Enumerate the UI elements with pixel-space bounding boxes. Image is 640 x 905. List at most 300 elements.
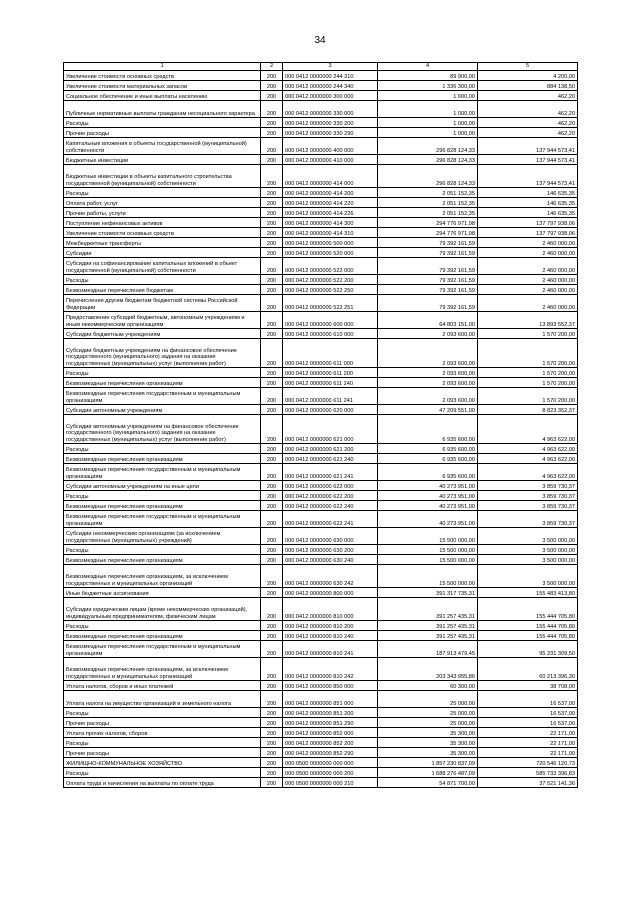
- row-admin-cell: 200: [261, 118, 283, 128]
- row-name-cell: Расходы: [64, 368, 261, 378]
- row-code-cell: 000 0500 0000000 000 200: [283, 768, 378, 778]
- row-admin-cell: 200: [261, 155, 283, 165]
- budget-table: [63, 62, 578, 788]
- row-admin-cell: 200: [261, 768, 283, 778]
- table-row: [64, 718, 578, 728]
- row-name-cell: Бюджетные инвестиции в объекты капитального строительства государственной (муниципальной) собственности: [64, 165, 261, 188]
- row-name-cell: Безвозмездные перечисления организациям, за исключением государственных и муниципальных организаций: [64, 565, 261, 588]
- table-row: [64, 91, 578, 101]
- row-admin-cell: 200: [261, 778, 283, 788]
- table-row: [64, 658, 578, 681]
- row-name-cell: Субсидии юридическим лицам (кроме некоммерческих организаций), индивидуальным предпринимателям, физическим лицам: [64, 598, 261, 621]
- row-approved-cell: 2 093 600,00: [378, 368, 478, 378]
- row-executed-cell: 38 708,00: [478, 681, 578, 691]
- row-admin-cell: 200: [261, 621, 283, 631]
- row-code-cell: 000 0412 0000000 852 290: [283, 748, 378, 758]
- row-executed-cell: 22 171,00: [478, 728, 578, 738]
- row-executed-cell: 137 944 573,41: [478, 155, 578, 165]
- row-approved-cell: 1 000,00: [378, 128, 478, 138]
- row-admin-cell: 200: [261, 128, 283, 138]
- row-approved-cell: 79 392 161,59: [378, 295, 478, 312]
- row-approved-cell: 89 900,00: [378, 71, 478, 81]
- row-admin-cell: 200: [261, 658, 283, 681]
- row-admin-cell: 200: [261, 565, 283, 588]
- row-approved-cell: 40 273 951,00: [378, 491, 478, 501]
- row-name-cell: Прочие расходы: [64, 128, 261, 138]
- table-row: [64, 155, 578, 165]
- row-approved-cell: 79 392 161,59: [378, 238, 478, 248]
- row-executed-cell: 1 570 200,00: [478, 378, 578, 388]
- row-executed-cell: 3 859 730,37: [478, 501, 578, 511]
- row-code-cell: 000 0412 0000000 522 200: [283, 275, 378, 285]
- row-executed-cell: 155 444 705,80: [478, 631, 578, 641]
- row-admin-cell: 200: [261, 101, 283, 118]
- row-admin-cell: 200: [261, 598, 283, 621]
- row-code-cell: 000 0412 0000000 630 242: [283, 565, 378, 588]
- row-name-cell: Субсидии автономным учреждениям: [64, 405, 261, 415]
- row-executed-cell: 146 635,35: [478, 198, 578, 208]
- table-row: [64, 641, 578, 658]
- row-executed-cell: 462,20: [478, 128, 578, 138]
- row-approved-cell: 1 000,00: [378, 118, 478, 128]
- row-name-cell: Расходы: [64, 708, 261, 718]
- table-row: [64, 198, 578, 208]
- row-approved-cell: 391 257 435,31: [378, 598, 478, 621]
- table-row: [64, 248, 578, 258]
- row-executed-cell: 146 635,35: [478, 208, 578, 218]
- row-code-cell: 000 0412 0000000 630 200: [283, 545, 378, 555]
- row-admin-cell: 200: [261, 491, 283, 501]
- row-name-cell: Субсидии некоммерческим организациям (за исключением государственных (муниципальных) учреждений): [64, 528, 261, 545]
- row-code-cell: 000 0412 0000000 414 300: [283, 218, 378, 228]
- row-code-cell: 000 0412 0000000 414 200: [283, 188, 378, 198]
- row-name-cell: Перечисления другим бюджетам бюджетной системы Российской Федерации: [64, 295, 261, 312]
- header-cell: 2: [261, 63, 283, 71]
- row-approved-cell: 79 392 161,59: [378, 248, 478, 258]
- row-executed-cell: 720 546 120,73: [478, 758, 578, 768]
- row-approved-cell: 296 828 124,33: [378, 155, 478, 165]
- row-code-cell: 000 0412 0000000 622 000: [283, 481, 378, 491]
- table-row: [64, 565, 578, 588]
- row-admin-cell: 200: [261, 378, 283, 388]
- row-admin-cell: 200: [261, 588, 283, 598]
- row-name-cell: Расходы: [64, 275, 261, 285]
- row-code-cell: 000 0412 0000000 630 240: [283, 555, 378, 565]
- row-approved-cell: 187 913 479,45: [378, 641, 478, 658]
- row-name-cell: Субсидии бюджетным учреждениям: [64, 329, 261, 339]
- row-executed-cell: 2 460 000,00: [478, 275, 578, 285]
- row-code-cell: 000 0412 0000000 851 000: [283, 691, 378, 708]
- row-approved-cell: 35 300,00: [378, 728, 478, 738]
- row-approved-cell: 15 500 000,00: [378, 565, 478, 588]
- row-admin-cell: 200: [261, 444, 283, 454]
- row-admin-cell: 200: [261, 228, 283, 238]
- row-code-cell: 000 0412 0000000 810 000: [283, 598, 378, 621]
- row-code-cell: 000 0412 0000000 611 000: [283, 339, 378, 368]
- row-admin-cell: 200: [261, 248, 283, 258]
- row-admin-cell: 200: [261, 545, 283, 555]
- row-approved-cell: 79 392 161,59: [378, 275, 478, 285]
- row-approved-cell: 25 000,00: [378, 718, 478, 728]
- row-name-cell: Расходы: [64, 444, 261, 454]
- table-row: [64, 758, 578, 768]
- row-approved-cell: 1 000,00: [378, 91, 478, 101]
- row-executed-cell: 3 500 000,00: [478, 565, 578, 588]
- row-name-cell: Расходы: [64, 545, 261, 555]
- row-name-cell: Безвозмездные перечисления организациям: [64, 454, 261, 464]
- row-approved-cell: 2 093 600,00: [378, 388, 478, 405]
- row-code-cell: 000 0412 0000000 300 000: [283, 91, 378, 101]
- row-name-cell: Капитальные вложения в объекты государственной (муниципальной) собственности: [64, 138, 261, 155]
- row-code-cell: 000 0412 0000000 330 290: [283, 128, 378, 138]
- row-approved-cell: 1 857 230 837,09: [378, 758, 478, 768]
- row-approved-cell: 2 093 600,00: [378, 339, 478, 368]
- row-name-cell: Увеличение стоимости основных средств: [64, 228, 261, 238]
- row-admin-cell: 200: [261, 454, 283, 464]
- row-admin-cell: 200: [261, 641, 283, 658]
- row-name-cell: Безвозмездные перечисления государственным и муниципальным организациям: [64, 511, 261, 528]
- row-approved-cell: 391 257 435,31: [378, 631, 478, 641]
- row-executed-cell: 4 963 622,00: [478, 454, 578, 464]
- row-approved-cell: 79 392 161,59: [378, 258, 478, 275]
- row-name-cell: Расходы: [64, 768, 261, 778]
- table-row: [64, 208, 578, 218]
- row-executed-cell: 146 635,35: [478, 188, 578, 198]
- row-name-cell: Прочие работы, услуги: [64, 208, 261, 218]
- table-row: [64, 778, 578, 788]
- row-executed-cell: 37 521 141,36: [478, 778, 578, 788]
- row-name-cell: Расходы: [64, 491, 261, 501]
- row-name-cell: Уплата прочих налогов, сборов: [64, 728, 261, 738]
- row-approved-cell: 79 392 161,59: [378, 285, 478, 295]
- row-name-cell: Безвозмездные перечисления организациям: [64, 378, 261, 388]
- header-cell: 3: [283, 63, 378, 71]
- row-approved-cell: 294 776 971,98: [378, 218, 478, 228]
- table-row: [64, 528, 578, 545]
- table-row: [64, 295, 578, 312]
- row-code-cell: 000 0412 0000000 851 200: [283, 708, 378, 718]
- row-code-cell: 000 0412 0000000 851 290: [283, 718, 378, 728]
- table-row: [64, 631, 578, 641]
- row-name-cell: Субсидии: [64, 248, 261, 258]
- table-row: [64, 258, 578, 275]
- row-admin-cell: 200: [261, 738, 283, 748]
- row-executed-cell: 462,20: [478, 91, 578, 101]
- row-approved-cell: 54 871 700,00: [378, 778, 478, 788]
- row-name-cell: Прочие расходы: [64, 748, 261, 758]
- row-admin-cell: 200: [261, 758, 283, 768]
- row-admin-cell: 200: [261, 165, 283, 188]
- row-code-cell: 000 0412 0000000 810 200: [283, 621, 378, 631]
- row-executed-cell: 3 500 000,00: [478, 555, 578, 565]
- table-row: [64, 329, 578, 339]
- row-code-cell: 000 0412 0000000 330 200: [283, 118, 378, 128]
- row-name-cell: Публичные нормативные выплаты гражданам несоциального характера: [64, 101, 261, 118]
- row-name-cell: Расходы: [64, 118, 261, 128]
- row-code-cell: 000 0412 0000000 621 241: [283, 464, 378, 481]
- row-executed-cell: 60 213 396,30: [478, 658, 578, 681]
- table-row: [64, 598, 578, 621]
- table-row: [64, 501, 578, 511]
- row-executed-cell: 2 460 000,00: [478, 285, 578, 295]
- row-executed-cell: 155 444 705,80: [478, 598, 578, 621]
- row-executed-cell: 155 483 413,80: [478, 588, 578, 598]
- table-row: [64, 491, 578, 501]
- table-row: [64, 464, 578, 481]
- table-row: [64, 138, 578, 155]
- row-admin-cell: 200: [261, 312, 283, 329]
- table-row: [64, 454, 578, 464]
- row-name-cell: Субсидии автономным учреждениям на иные цели: [64, 481, 261, 491]
- row-admin-cell: 200: [261, 91, 283, 101]
- row-executed-cell: 3 859 730,37: [478, 491, 578, 501]
- row-executed-cell: 3 859 730,37: [478, 481, 578, 491]
- row-executed-cell: 16 537,00: [478, 691, 578, 708]
- row-code-cell: 000 0412 0000000 244 340: [283, 81, 378, 91]
- row-code-cell: 000 0412 0000000 522 250: [283, 285, 378, 295]
- row-code-cell: 000 0412 0000000 620 000: [283, 405, 378, 415]
- row-approved-cell: 35 300,00: [378, 748, 478, 758]
- row-code-cell: 000 0412 0000000 522 000: [283, 258, 378, 275]
- row-name-cell: Прочие расходы: [64, 718, 261, 728]
- row-approved-cell: 35 300,00: [378, 738, 478, 748]
- row-name-cell: Оплата труда и начисления на выплаты по оплате труда: [64, 778, 261, 788]
- table-row: [64, 691, 578, 708]
- row-executed-cell: 4 963 622,00: [478, 444, 578, 454]
- row-name-cell: Субсидии бюджетным учреждениям на финансовое обеспечение государственного (муниципального) задания на оказание государственных (муниципальных) услуг (выполнение работ): [64, 339, 261, 368]
- row-approved-cell: 25 000,00: [378, 708, 478, 718]
- row-code-cell: 000 0412 0000000 630 000: [283, 528, 378, 545]
- row-executed-cell: 3 500 000,00: [478, 545, 578, 555]
- row-name-cell: Безвозмездные перечисления организациям: [64, 631, 261, 641]
- row-name-cell: Безвозмездные перечисления организациям, за исключением государственных и муниципальных организаций: [64, 658, 261, 681]
- row-name-cell: Безвозмездные перечисления организациям: [64, 555, 261, 565]
- row-admin-cell: 200: [261, 691, 283, 708]
- row-code-cell: 000 0412 0000000 852 200: [283, 738, 378, 748]
- row-approved-cell: 60 300,00: [378, 681, 478, 691]
- row-approved-cell: 6 935 600,00: [378, 454, 478, 464]
- row-admin-cell: 200: [261, 218, 283, 228]
- table-row: [64, 228, 578, 238]
- row-approved-cell: 6 935 600,00: [378, 415, 478, 444]
- row-approved-cell: 15 500 000,00: [378, 528, 478, 545]
- table-row: [64, 681, 578, 691]
- row-executed-cell: 884 138,50: [478, 81, 578, 91]
- row-name-cell: Предоставление субсидий бюджетным, автономным учреждениям и иным некоммерческим организациям: [64, 312, 261, 329]
- table-row: [64, 378, 578, 388]
- row-name-cell: Увеличение стоимости материальных запасов: [64, 81, 261, 91]
- row-executed-cell: 137 944 573,41: [478, 138, 578, 155]
- row-name-cell: Расходы: [64, 738, 261, 748]
- table-row: [64, 748, 578, 758]
- row-approved-cell: 1 688 276 487,09: [378, 768, 478, 778]
- row-name-cell: Поступление нефинансовых активов: [64, 218, 261, 228]
- row-name-cell: Увеличение стоимости основных средств: [64, 71, 261, 81]
- row-code-cell: 000 0412 0000000 410 000: [283, 155, 378, 165]
- row-name-cell: Безвозмездные перечисления государственным и муниципальным организациям: [64, 641, 261, 658]
- row-name-cell: Безвозмездные перечисления государственным и муниципальным организациям: [64, 388, 261, 405]
- row-executed-cell: 4 963 622,00: [478, 464, 578, 481]
- header-cell: 1: [64, 63, 261, 71]
- row-executed-cell: 462,20: [478, 118, 578, 128]
- row-code-cell: 000 0500 0000000 000 000: [283, 758, 378, 768]
- row-approved-cell: 391 257 435,31: [378, 621, 478, 631]
- row-admin-cell: 200: [261, 138, 283, 155]
- row-executed-cell: 8 823 352,37: [478, 405, 578, 415]
- row-code-cell: 000 0412 0000000 810 242: [283, 658, 378, 681]
- row-approved-cell: 2 051 152,35: [378, 198, 478, 208]
- table-row: [64, 621, 578, 631]
- header-cell: 4: [378, 63, 478, 71]
- row-admin-cell: 200: [261, 748, 283, 758]
- table-row: [64, 588, 578, 598]
- table-row: [64, 738, 578, 748]
- row-admin-cell: 200: [261, 708, 283, 718]
- row-executed-cell: 2 460 000,00: [478, 248, 578, 258]
- row-executed-cell: 137 797 938,06: [478, 228, 578, 238]
- table-row: [64, 238, 578, 248]
- row-admin-cell: 200: [261, 71, 283, 81]
- row-executed-cell: 155 444 705,80: [478, 621, 578, 631]
- row-name-cell: Расходы: [64, 188, 261, 198]
- row-code-cell: 000 0412 0000000 800 000: [283, 588, 378, 598]
- row-code-cell: 000 0412 0000000 621 000: [283, 415, 378, 444]
- row-admin-cell: 200: [261, 238, 283, 248]
- row-executed-cell: 2 460 000,00: [478, 295, 578, 312]
- table-row: [64, 708, 578, 718]
- row-name-cell: Межбюджетные трансферты: [64, 238, 261, 248]
- row-executed-cell: 95 231 309,50: [478, 641, 578, 658]
- row-executed-cell: 137 944 573,41: [478, 165, 578, 188]
- table-row: [64, 71, 578, 81]
- row-name-cell: Социальное обеспечение и иные выплаты населению: [64, 91, 261, 101]
- row-approved-cell: 15 500 000,00: [378, 555, 478, 565]
- row-executed-cell: 4 963 622,00: [478, 415, 578, 444]
- row-approved-cell: 2 093 600,00: [378, 378, 478, 388]
- table-row: [64, 312, 578, 329]
- row-admin-cell: 200: [261, 501, 283, 511]
- row-code-cell: 000 0412 0000000 610 000: [283, 329, 378, 339]
- row-code-cell: 000 0412 0000000 852 000: [283, 728, 378, 738]
- row-name-cell: ЖИЛИЩНО-КОММУНАЛЬНОЕ ХОЗЯЙСТВО: [64, 758, 261, 768]
- row-name-cell: Безвозмездные перечисления государственным и муниципальным организациям: [64, 464, 261, 481]
- table-row: [64, 165, 578, 188]
- row-code-cell: 000 0412 0000000 414 000: [283, 165, 378, 188]
- row-code-cell: 000 0500 0000000 000 210: [283, 778, 378, 788]
- row-code-cell: 000 0412 0000000 622 200: [283, 491, 378, 501]
- row-approved-cell: 391 317 735,31: [378, 588, 478, 598]
- table-row: [64, 768, 578, 778]
- row-executed-cell: 13 893 552,37: [478, 312, 578, 329]
- row-code-cell: 000 0412 0000000 611 240: [283, 378, 378, 388]
- row-name-cell: Безвозмездные перечисления бюджетам: [64, 285, 261, 295]
- row-admin-cell: 200: [261, 415, 283, 444]
- row-code-cell: 000 0412 0000000 500 000: [283, 238, 378, 248]
- row-approved-cell: 25 000,00: [378, 691, 478, 708]
- row-admin-cell: 200: [261, 528, 283, 545]
- row-admin-cell: 200: [261, 368, 283, 378]
- row-name-cell: Субсидии на софинансирование капитальных вложений в объект государственной (муниципальной) собственности: [64, 258, 261, 275]
- table-row: [64, 275, 578, 285]
- row-name-cell: Расходы: [64, 621, 261, 631]
- table-row: [64, 101, 578, 118]
- row-approved-cell: 2 051 152,35: [378, 208, 478, 218]
- row-name-cell: Иные бюджетные ассигнования: [64, 588, 261, 598]
- table-row: [64, 728, 578, 738]
- row-code-cell: 000 0412 0000000 520 000: [283, 248, 378, 258]
- table-header-row: [64, 63, 578, 71]
- row-approved-cell: 40 273 951,00: [378, 481, 478, 491]
- row-admin-cell: 200: [261, 718, 283, 728]
- row-admin-cell: 200: [261, 728, 283, 738]
- row-admin-cell: 200: [261, 329, 283, 339]
- row-admin-cell: 200: [261, 208, 283, 218]
- row-approved-cell: 15 500 000,00: [378, 545, 478, 555]
- table-row: [64, 128, 578, 138]
- row-code-cell: 000 0412 0000000 810 240: [283, 631, 378, 641]
- row-code-cell: 000 0412 0000000 600 000: [283, 312, 378, 329]
- row-approved-cell: 1 000,00: [378, 101, 478, 118]
- row-name-cell: Бюджетные инвестиции: [64, 155, 261, 165]
- row-approved-cell: 296 828 124,33: [378, 165, 478, 188]
- row-admin-cell: 200: [261, 631, 283, 641]
- row-approved-cell: 40 273 951,00: [378, 511, 478, 528]
- row-code-cell: 000 0412 0000000 810 241: [283, 641, 378, 658]
- row-code-cell: 000 0412 0000000 621 240: [283, 454, 378, 464]
- row-admin-cell: 200: [261, 481, 283, 491]
- table-row: [64, 81, 578, 91]
- row-executed-cell: 2 460 000,00: [478, 238, 578, 248]
- row-name-cell: Безвозмездные перечисления организациям: [64, 501, 261, 511]
- row-code-cell: 000 0412 0000000 522 251: [283, 295, 378, 312]
- row-executed-cell: 22 171,00: [478, 748, 578, 758]
- table-row: [64, 405, 578, 415]
- row-executed-cell: 1 570 200,00: [478, 368, 578, 378]
- row-name-cell: Оплата работ, услуг: [64, 198, 261, 208]
- row-code-cell: 000 0412 0000000 414 310: [283, 228, 378, 238]
- row-approved-cell: 64 803 151,00: [378, 312, 478, 329]
- row-admin-cell: 200: [261, 511, 283, 528]
- row-code-cell: 000 0412 0000000 244 310: [283, 71, 378, 81]
- row-code-cell: 000 0412 0000000 622 241: [283, 511, 378, 528]
- table-row: [64, 218, 578, 228]
- row-approved-cell: 296 828 124,33: [378, 138, 478, 155]
- table-row: [64, 511, 578, 528]
- table-row: [64, 118, 578, 128]
- row-executed-cell: 22 171,00: [478, 738, 578, 748]
- row-executed-cell: 1 570 200,00: [478, 329, 578, 339]
- table-row: [64, 285, 578, 295]
- row-approved-cell: 2 093 600,00: [378, 329, 478, 339]
- table-row: [64, 388, 578, 405]
- page-number: 34: [314, 35, 326, 46]
- row-approved-cell: 2 051 152,35: [378, 188, 478, 198]
- table-row: [64, 415, 578, 444]
- row-code-cell: 000 0412 0000000 611 200: [283, 368, 378, 378]
- row-admin-cell: 200: [261, 188, 283, 198]
- row-approved-cell: 6 935 600,00: [378, 464, 478, 481]
- row-admin-cell: 200: [261, 405, 283, 415]
- header-cell: 5: [478, 63, 578, 71]
- row-approved-cell: 47 209 551,00: [378, 405, 478, 415]
- row-executed-cell: 4 200,00: [478, 71, 578, 81]
- table-row: [64, 481, 578, 491]
- table-row: [64, 545, 578, 555]
- row-executed-cell: 16 537,00: [478, 718, 578, 728]
- row-executed-cell: 3 859 730,37: [478, 511, 578, 528]
- row-executed-cell: 1 570 200,00: [478, 339, 578, 368]
- row-admin-cell: 200: [261, 295, 283, 312]
